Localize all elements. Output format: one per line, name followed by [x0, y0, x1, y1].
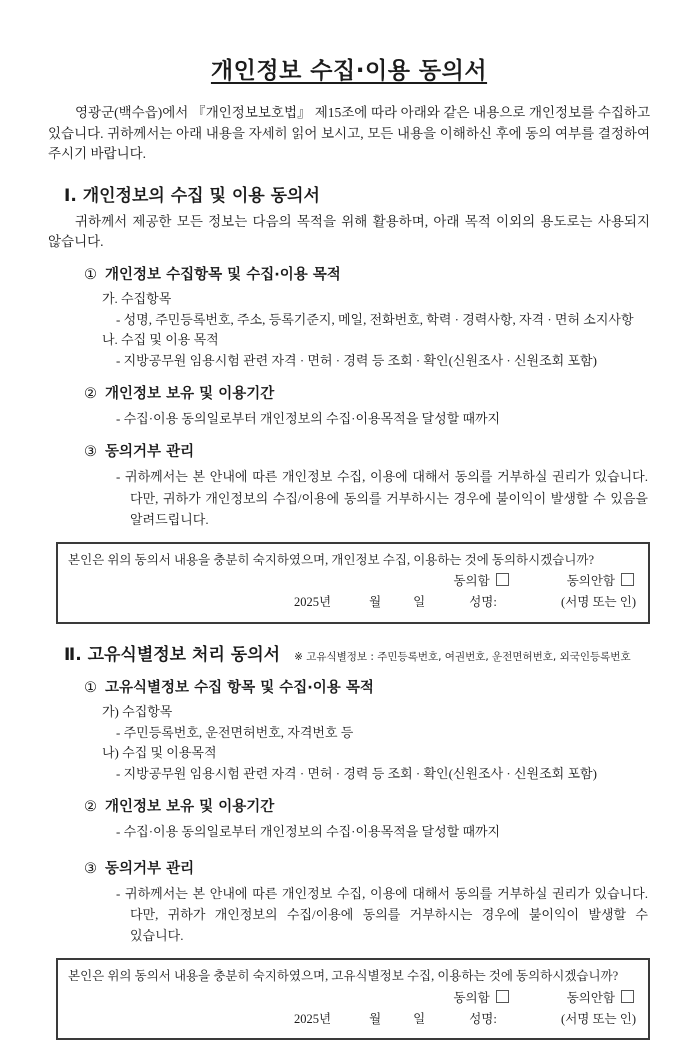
consent2-options-row [68, 989, 638, 1008]
consent1-month: 월 [369, 595, 382, 610]
clause1-sub-b-label: 나. 수집 및 이용 목적 [102, 332, 219, 348]
consent2-sign-note: (서명 또는 인) [561, 1012, 636, 1027]
consent1-year: 2025년 [294, 595, 332, 610]
section1-heading: Ⅰ. 개인정보의 수집 및 이용 동의서 [64, 185, 320, 206]
clause1-title [84, 263, 650, 284]
clause-retention-period [48, 382, 650, 429]
consent-box-personal-info [56, 542, 650, 624]
consent2-name-label: 성명: [469, 1012, 497, 1027]
consent2-agree-checkbox[interactable] [496, 990, 509, 1003]
clause2-title [84, 382, 650, 403]
consent2-year: 2025년 [294, 1012, 332, 1027]
clause-unique-id-items [48, 676, 650, 784]
consent1-signature-row [68, 593, 638, 612]
consent2-agree-label: 동의함 [453, 990, 490, 1005]
consent1-options-row [68, 572, 638, 591]
consent2-agree-option [453, 989, 508, 1008]
section-personal-info-consent [48, 181, 650, 624]
consent1-agree-label: 동의함 [453, 573, 490, 588]
clause3-text: - 귀하께서는 본 안내에 따른 개인정보 수집, 이용에 대해서 동의를 거부하실 권리가 있습니다. 다만, 귀하가 개인정보의 수집/이용에 동의를 거부하시는 경우에 불이익이 발생할 수 있음을 알려드립니다. [116, 469, 648, 527]
consent1-name-label: 성명: [469, 595, 497, 610]
intro-paragraph: 영광군(백수읍)에서 『개인정보보호법』 제15조에 따라 아래와 같은 내용으로 개인정보를 수집하고 있습니다. 귀하께서는 아래 내용을 자세히 읽어 보시고, 모든 내용을 이해하신 후에 동의 여부를 결정하여 주시기 바랍니다. [48, 105, 650, 162]
s2-clause1-title [84, 676, 650, 697]
section2-heading-row [64, 640, 650, 665]
consent1-agree-checkbox[interactable] [496, 573, 509, 586]
s2-clause3-title [84, 857, 650, 878]
s2-clause2-title [84, 795, 650, 816]
consent2-disagree-option [567, 989, 634, 1008]
s2-clause2-text: - 수집·이용 동의일로부터 개인정보의 수집·이용목적을 달성할 때까지 [116, 824, 501, 840]
consent2-day: 일 [413, 1012, 426, 1027]
clause1-title-text: 개인정보 수집항목 및 수집·이용 목적 [105, 267, 341, 284]
consent2-question: 본인은 위의 동의서 내용을 충분히 숙지하였으며, 고유식별정보 수집, 이용하는 것에 동의하시겠습니까? [68, 969, 619, 984]
section2-heading-note: ※ 고유식별정보 : 주민등록번호, 여권번호, 운전면허번호, 외국인등록번호 [294, 650, 631, 663]
consent1-disagree-checkbox[interactable] [621, 573, 634, 586]
s2-clause1-sub-b-label: 나) 수집 및 이용목적 [102, 744, 217, 760]
section1-description: 귀하께서 제공한 모든 정보는 다음의 목적을 위해 활용하며, 아래 목적 이외의 용도로는 사용되지 않습니다. [48, 213, 650, 249]
clause1-sub-a-text: - 성명, 주민등록번호, 주소, 등록기준지, 메일, 전화번호, 학력 · 경력사항, 자격 · 면허 소지사항 [116, 312, 634, 328]
consent-box-unique-id [56, 958, 650, 1040]
s2-clause3-text: - 귀하께서는 본 안내에 따른 개인정보 수집, 이용에 대해서 동의를 거부하실 권리가 있습니다. 다만, 귀하가 개인정보의 수집/이용에 동의를 거부하시는 경우에 불이익이 발생할 수 있습니다. [116, 886, 648, 944]
clause2-number: ② [84, 386, 97, 403]
consent2-disagree-label: 동의안함 [566, 990, 615, 1005]
s2-clause1-sub-b-text: - 지방공무원 임용시험 관련 자격 · 면허 · 경력 등 조회 · 확인(신원조사 · 신원조회 포함) [116, 766, 597, 782]
clause1-sub-a-label: 가. 수집항목 [102, 291, 172, 307]
clause1-sub-b-text: - 지방공무원 임용시험 관련 자격 · 면허 · 경력 등 조회 · 확인(신원조사 · 신원조회 포함) [116, 353, 597, 369]
consent1-agree-option [453, 572, 508, 591]
s2-clause1-sub-a-label: 가) 수집항목 [102, 703, 173, 719]
consent2-disagree-checkbox[interactable] [621, 990, 634, 1003]
s2-clause-retention-period [48, 795, 650, 842]
consent1-disagree-label: 동의안함 [566, 573, 615, 588]
clause2-text: - 수집·이용 동의일로부터 개인정보의 수집·이용목적을 달성할 때까지 [116, 411, 501, 427]
clause3-title [84, 440, 650, 461]
consent1-question: 본인은 위의 동의서 내용을 충분히 숙지하였으며, 개인정보 수집, 이용하는 것에 동의하시겠습니까? [68, 552, 595, 567]
clause1-number: ① [84, 267, 97, 284]
clause-collection-items [48, 263, 650, 371]
s2-clause-refusal-right [48, 857, 650, 946]
clause-refusal-right [48, 440, 650, 529]
s2-clause2-title-text: 개인정보 보유 및 이용기간 [105, 799, 275, 816]
section2-heading: Ⅱ. 고유식별정보 처리 동의서 [64, 644, 281, 665]
s2-clause3-title-text: 동의거부 관리 [105, 861, 195, 878]
consent2-month: 월 [369, 1012, 382, 1027]
s2-clause3-number: ③ [84, 861, 97, 878]
s2-clause1-sub-a-text: - 주민등록번호, 운전면허번호, 자격번호 등 [116, 724, 354, 740]
document-title: 개인정보 수집·이용 동의서 [210, 58, 488, 84]
s2-clause1-number: ① [84, 679, 97, 696]
consent2-signature-row [68, 1010, 638, 1029]
clause2-title-text: 개인정보 보유 및 이용기간 [105, 386, 275, 403]
consent1-sign-note: (서명 또는 인) [561, 595, 636, 610]
consent1-disagree-option [567, 572, 634, 591]
s2-clause2-number: ② [84, 799, 97, 816]
s2-clause1-title-text: 고유식별정보 수집 항목 및 수집·이용 목적 [105, 679, 374, 696]
consent1-day: 일 [413, 595, 426, 610]
clause3-number: ③ [84, 444, 97, 461]
section-unique-id-consent [48, 640, 650, 1040]
clause3-title-text: 동의거부 관리 [105, 444, 195, 461]
